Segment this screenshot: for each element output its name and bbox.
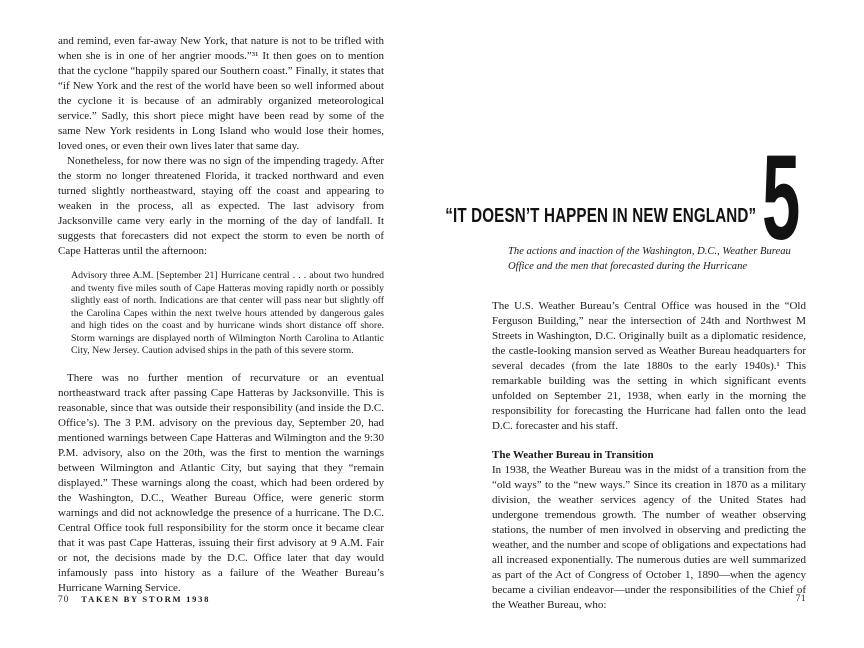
page-number-left: 70: [58, 595, 70, 605]
paragraph: and remind, even far-away New York, that nature is not to be trifled with when she is in one of her angrier moods.”³¹ It then goes on to mention that the cyclone “happily spared our Southern coast.” Finally, it states that “if New York and the rest of the world have been so well informed about the cyclone it is because of an admirably organized meteorological service.” Sadly, this short piece might have been read by some of the same New York residents in Long Island who would lose their homes, loved ones, or even their own lives later that same day.: [58, 35, 384, 152]
paragraph: The U.S. Weather Bureau’s Central Office was housed in the “Old Ferguson Building,” near the intersection of 24th and Northwest M Streets in Washington, D.C. Originally built as a diplomatic residence, the castle-looking mansion served as Weather Bureau headquarters for several decades (from the late 1880s to the early 1940s).¹ This remarkable building was the setting in which significant events unfolded on September 21, 1938, when early in the morning the responsibility for forecasting the Hurricane had fallen onto the lead D.C. forecaster and his staff.: [492, 300, 806, 432]
chapter-title: “IT DOESN’T HAPPEN IN NEW ENGLAND”: [445, 204, 756, 227]
running-title: TAKEN BY STORM 1938: [81, 594, 211, 604]
chapter-subtitle: The actions and inaction of the Washington, D.C., Weather Bureau Office and the men that forecasted during the Hurricane: [508, 246, 791, 272]
chapter-number: 5: [762, 129, 801, 265]
left-body-text: [58, 34, 384, 596]
paragraph: In 1938, the Weather Bureau was in the midst of a transition from the “old ways” to the “new ways.” Since its creation in 1870 as a military division, the weather services agency of the United States had undergone tremendous growth. The number of weather observing stations, the number of men involved in observing and predicting the weather, and the number and scope of obligations and expectations had all increased exponentially. The numerous duties are well summarized as part of the Act of Congress of October 1, 1890—when the agency became a civilian endeavor—under the responsibilities of the Chief of the Weather Bureau, who:: [492, 464, 806, 611]
page-number-right: 71: [795, 594, 806, 604]
right-body-text: [492, 299, 806, 613]
right-footer: [492, 594, 806, 604]
paragraph: There was no further mention of recurvature or an eventual northeastward track after passing Cape Hatteras by Jacksonville. This is reasonable, since that was outside their responsibility (and inside the D.C. Office’s). The 3 P.M. advisory on the previous day, September 20, had mentioned warnings between Cape Hatteras and Wilmington and the 9:30 P.M. advisory, also on the 20th, was the first to mention the warnings between Wilmington and Atlantic City, but saying that they “remain displayed.” These warnings along the coast, which had been ordered by the Washington, D.C., Weather Bureau Office, were generic storm warnings and did not acknowledge the presence of a hurricane. The D.C. Central Office took full responsibility for the storm once it became clear that it was past Cape Hatteras, issuing their first advisory at 9 A.M. Fair or not, the decisions made by the D.C. Office later that day would infamously pass into history as a failure of the Weather Bureau’s Hurricane Warning Service.: [58, 371, 384, 594]
left-footer: [58, 594, 210, 605]
section-heading: The Weather Bureau in Transition: [492, 449, 654, 461]
advisory-blockquote: Advisory three A.M. [September 21] Hurricane central . . . about two hundred and twenty five miles south of Cape Hatteras moving rapidly north or possibly slightly east of north. Indications are that center will pass near but slightly off the Carolina Capes within the next twelve hours attended by dangerous gales and high tides on the coast and by hurricane winds short distance off shore. Storm warnings are displayed north of Wilmington North Carolina to Atlantic City, New Jersey. Caution advised ships in the path of this severe storm.: [71, 270, 384, 356]
paragraph: Nonetheless, for now there was no sign of the impending tragedy. After the storm no longer threatened Florida, it tracked northward and even turned slightly northeastward, staying off the coast and appearing to weaken in the process, all as expected. The last advisory from Jacksonville came very early in the morning of the day of landfall. It suggests that forecasters did not expect the storm to even be north of Cape Hatteras until the afternoon:: [58, 155, 384, 257]
